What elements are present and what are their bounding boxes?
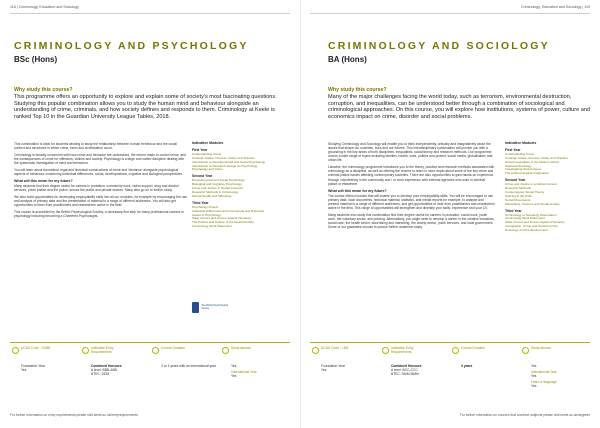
info-entry-requirements: Indicative Entry Requirements Combined Honours A level: BCC-CCC BTEC: DMM-MMM — [380, 343, 450, 397]
module-item: State Crimes and Crimes Against Humanity — [505, 220, 565, 225]
info-duration: Course Duration 3 years — [450, 343, 520, 397]
body-paragraph: Criminology is broadly concerned with how crime and deviance are understood, the reform made to control crime, and the consequences of crime for offenders, victims and society. Psychology is a large and varied discipline dealing with the systematic investigation of mind and behaviour. — [14, 152, 186, 166]
module-item: Mental Health and Offending — [192, 193, 232, 198]
module-item: Research Methods — [505, 186, 531, 191]
body-text — [14, 142, 187, 221]
module-item: Developmental and Social Psychology — [192, 178, 245, 183]
modules-heading: Indicative Modules — [505, 141, 537, 145]
module-item: Investigating Social Issues — [505, 167, 542, 172]
year-label: First Year — [192, 147, 208, 152]
entry-icon — [382, 347, 389, 354]
ucas-icon — [12, 347, 19, 354]
body-text — [328, 142, 495, 232]
why-study-heading: Why study this course? — [14, 87, 73, 93]
header-rule — [310, 13, 590, 14]
course-title: CRIMINOLOGY AND PSYCHOLOGY — [14, 40, 249, 52]
body-paragraph: Many students find their degree useful for careers in probation, community work, victim support, drug and alcohol services, youth justice and the police, across the public and private sectors. Many also go on to further study. — [14, 184, 179, 193]
module-item: Understanding Crime — [505, 151, 535, 156]
intro-paragraph: This programme offers an opportunity to explore and explain some of society's most fascinating questions. Studying this popular combination allows you to study the human mind and behaviour alongside an understanding of crime, criminals, and how society defines and responds to them. Criminology at Keele is ranked Top 10 in the Guardian University League Tables, 2018. — [14, 94, 277, 121]
modules-sidebar — [192, 142, 272, 229]
year-label: Second Year — [192, 174, 213, 179]
body-paragraph: Many students who study this combination find their degree useful for careers in probation, social work, youth work, the voluntary sector, and policing. Alternatively, you might seek to develop a career in the creative industries, social care, the health sector, advertising and marketing, the charity sector, youth services, and local government. Some of our graduates choose to pursue further academic study. — [328, 212, 495, 230]
module-item: Immigration, Crime and Social Control — [505, 224, 558, 229]
body-paragraph: You will learn about theoretical, legal and historical constructions of crime and 'deviance' alongside psychological aspects of behaviour concerning individual differences, social, developmental, cognitive and biological perspectives. — [14, 168, 183, 177]
module-item: Introduction to Research Design for Psychology — [192, 163, 258, 168]
course-info-bar — [10, 342, 290, 397]
entry-icon — [82, 347, 89, 354]
running-head: Criminology, Education and Sociology | 119 — [521, 5, 590, 9]
module-item: State Crimes and Crimes against Humanity — [192, 216, 252, 221]
module-item: Social Inequalities in the Modern World — [505, 159, 559, 164]
module-item: The Politics and Culture of the Death Penalty — [192, 220, 254, 225]
module-item: Biological and Cognitive Psychology — [192, 182, 242, 187]
clock-icon — [152, 347, 159, 354]
body-paragraph: Likewise, the criminology programme introduces you to the theory, practice and research methods associated with criminology as a discipline, as well as offering the chance to learn in more depth about some of the key crime and criminal justice issues affecting contemporary societies. There are also opportunities to gain hands-on experience through volunteering in the community and / or work experience with external agencies who work in criminal justice or elsewhere. — [328, 165, 495, 186]
module-item: Criminology Work Placement — [505, 216, 545, 221]
module-item: Psychology and Crime — [192, 167, 223, 172]
year-label: Second Year — [505, 178, 526, 183]
course-info-bar — [310, 342, 590, 397]
info-study-abroad: Study abroad Yes International Year Yes Learn a language Yes — [520, 343, 590, 397]
future-heading: What will this mean for my future? — [328, 188, 387, 193]
module-item: Classical Sociology — [505, 163, 532, 168]
why-study-heading: Why study this course? — [328, 87, 387, 93]
header-rule — [10, 13, 290, 14]
module-item: Criminology or Sociology Dissertation — [505, 212, 557, 217]
running-head: 118 | Criminology, Education and Sociology — [10, 5, 79, 9]
degree-type: BSc (Hons) — [14, 55, 58, 64]
clock-icon — [452, 347, 459, 354]
body-paragraph: This course is accredited by the British Psychological Society, a necessary first step for many professional careers in psychology including becoming a Chartered Psychologist. — [14, 210, 184, 219]
globe-icon — [522, 347, 529, 354]
globe-icon — [222, 347, 229, 354]
intro-paragraph: Many of the major challenges facing the world today, such as terrorism, environmental destruction, corruption, and inequalities, can be understood better through a combination of sociological and criminological approaches. On this course, you will explore how institutions, systems of power, culture and economics impact on crime, disorder and social problems. — [328, 94, 591, 121]
module-item: Masculinity, Violence and Social Anxiety — [505, 201, 560, 206]
year-label: First Year — [505, 147, 521, 152]
course-title: CRIMINOLOGY AND SOCIOLOGY — [328, 40, 550, 52]
module-item: Policing in the Polis — [505, 193, 532, 198]
module-item: Criminology Work Placement — [192, 224, 232, 229]
future-heading: What will this mean for my future? — [14, 179, 73, 184]
module-item: Understanding Crime — [192, 151, 222, 156]
module-item: Individual Differences and Conceptual and Historical Issues in Psychology — [192, 208, 264, 217]
module-item: Criminal Justice: Process, Policy and Practice — [505, 155, 568, 160]
degree-type: BA (Hons) — [328, 55, 367, 64]
year-label: Third Year — [192, 200, 209, 205]
body-paragraph: This combination is ideal for students wishing to study the relationship between human behaviour and the social context and structures in which crime, harm and victimisation occur. — [14, 142, 177, 151]
module-item: Contemporary Social Theory — [505, 189, 545, 194]
ucas-icon — [312, 347, 319, 354]
right-page — [300, 0, 600, 428]
footer-note: For further information on entry requirements please visit keele.ac.uk/entryrequirements — [10, 413, 138, 417]
body-paragraph: We also build opportunities for developing employability skills into all our modules, for example by encouraging the use and analysis of primary data and the presentation of material to a range of different audiences. You will also get opportunities to learn from practitioners and researchers active in the field. — [14, 195, 187, 208]
body-paragraph: The course offers modules that will enable you to develop your employability skills. You will be encouraged to use primary data, local documents, historical material, statistics, and media reports for example, to analyse and present material to a range of different audiences, and get opportunities to hear from practitioners and researchers active in the field. This range of opportunities will strengthen and diversify your skills, experience and your CV. — [328, 193, 495, 210]
modules-sidebar — [505, 142, 585, 233]
module-item: Crime and Justice in a Global Context — [505, 182, 557, 187]
bps-logo-text: The British Psychological Society — [201, 304, 229, 310]
modules-heading: Indicative Modules — [192, 141, 224, 145]
module-item: Psychology Project — [192, 204, 219, 209]
body-paragraph: Studying Criminology and Sociology will enable you to think independently, critically and imaginatively about the issues that shape our societies, lives and our futures. This interdisciplinary combination will provide you with a grounding in the key areas of both disciplines: inequalities, social theory and research methods. Our programme covers a wide range of topics including families, health, work, politics and protest, social media, globalisation and urban life. — [328, 142, 493, 163]
module-item: Research Methods in Criminology — [192, 189, 239, 194]
module-item: Introduction to Developmental and Social Psychology — [192, 159, 266, 164]
bps-logo-mark-icon — [192, 302, 199, 313]
module-item: Social Movements — [505, 197, 531, 202]
module-item: The Anthropological Imagination — [505, 171, 550, 176]
year-label: Third Year — [505, 208, 522, 213]
info-ucas: UCAS Code - CM81 Foundation Year Yes — [10, 343, 80, 397]
info-study-abroad: Study abroad Yes International Year Yes — [220, 343, 290, 397]
module-item: Sociology and the Environment — [505, 228, 548, 233]
info-duration: Course Duration 3 or 4 years with an international year — [150, 343, 220, 397]
info-ucas: UCAS Code - LM9 Foundation Year Yes — [310, 343, 380, 397]
footer-note: For further information on courses that combine subjects please visit keele.ac.uk/degrees — [459, 413, 590, 417]
module-item: Crime and Justice in Global Contexts — [192, 186, 243, 191]
bps-logo — [192, 300, 230, 314]
module-item: Criminal Justice: Process, Policy and Practice — [192, 155, 255, 160]
info-entry-requirements: Indicative Entry Requirements Combined Honours A level: BBB-ABB BTEC: DDM — [80, 343, 150, 397]
